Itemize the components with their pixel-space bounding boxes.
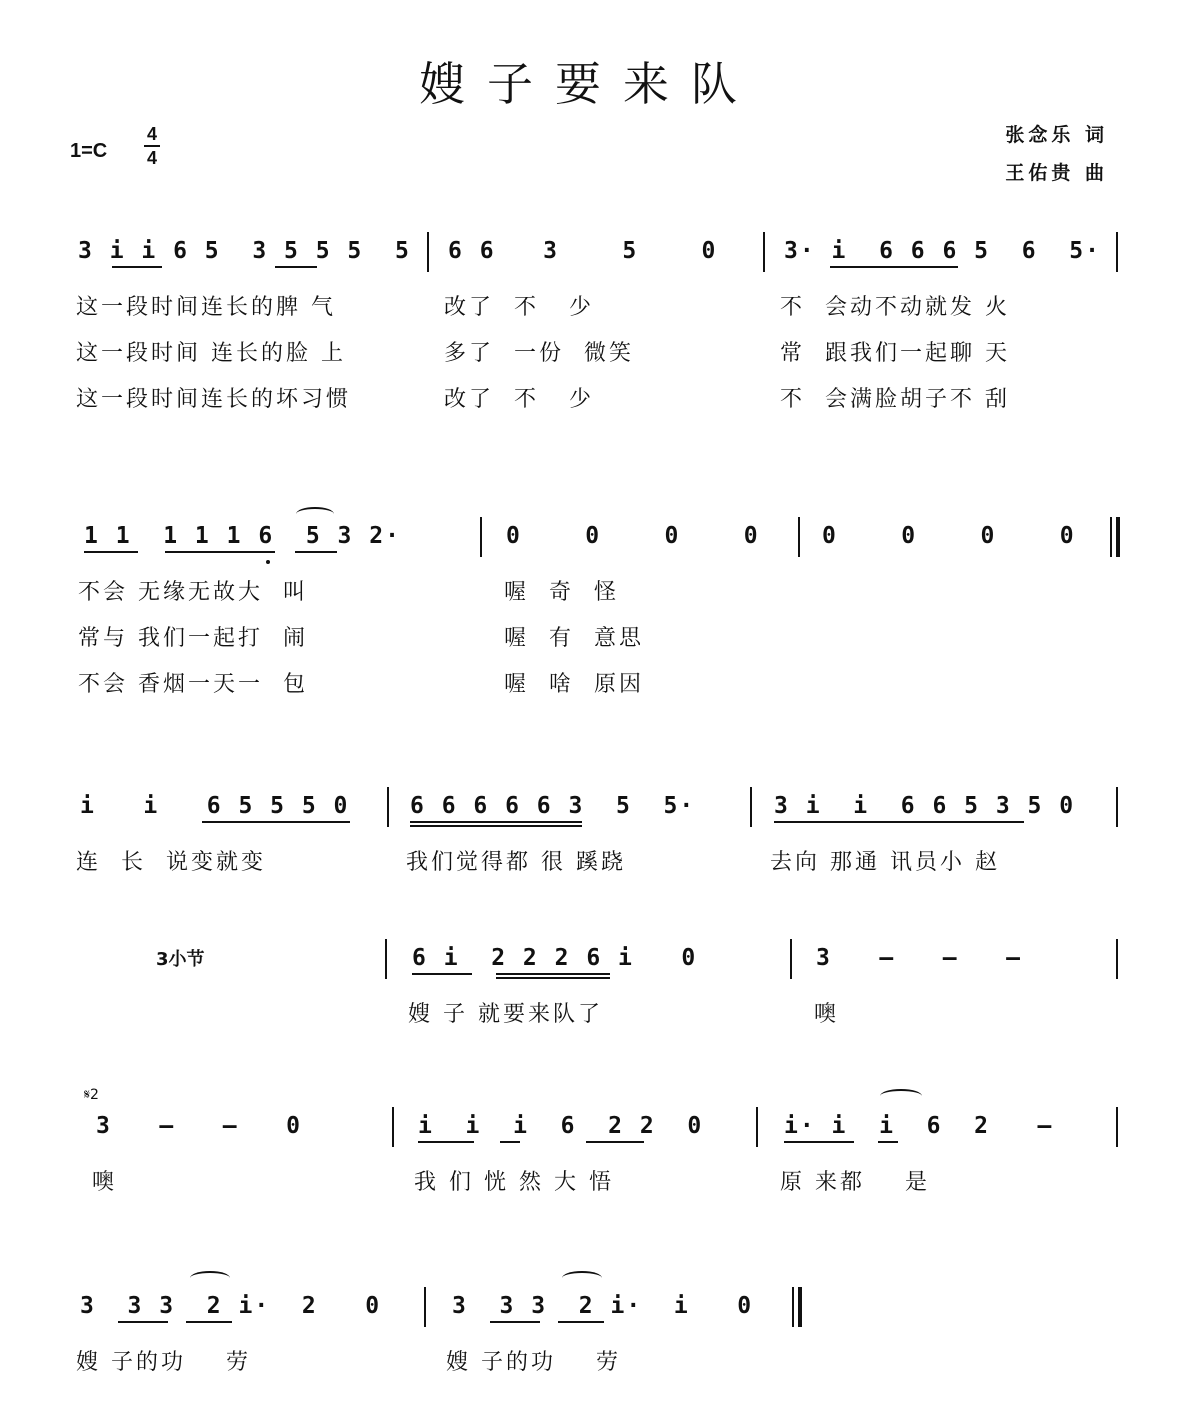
lyric-5-2: 我 们 恍 然 大 悟 bbox=[414, 1170, 614, 1195]
lyric-1-2a: 改了 不 少 bbox=[444, 295, 594, 320]
lyric-4-2: 噢 bbox=[814, 1002, 840, 1027]
measure-5-2: i i i 6 2 2 0 bbox=[418, 1113, 704, 1139]
composer-credit: 王佑贵 曲 bbox=[1005, 162, 1108, 184]
lyric-2-2b: 喔 有 意思 bbox=[504, 626, 644, 651]
lyric-5-1: 噢 bbox=[92, 1170, 118, 1195]
lyric-1-1a: 这一段时间连长的脾 气 bbox=[76, 295, 336, 320]
lyric-4-1: 嫂 子 就要来队了 bbox=[408, 1002, 603, 1027]
segno-sign: 𝄋2 bbox=[84, 1087, 99, 1103]
lyric-3-3: 去向 那通 讯员小 赵 bbox=[770, 850, 1000, 875]
lyric-1-1b-v2: 这一段时间 连长的脸 上 bbox=[76, 341, 346, 366]
measure-5-3: i· i i 6 2 – bbox=[784, 1113, 1054, 1139]
meter-top: 4 bbox=[146, 124, 157, 144]
lyric-2-1a: 不会 无缘无故大 叫 bbox=[78, 580, 308, 605]
measure-3-1: i i 6 5 5 5 0 bbox=[80, 793, 350, 819]
measure-1-1: 3 i i 6 5 3 5 5 5 5 bbox=[78, 238, 411, 264]
key-signature: 1=C bbox=[70, 140, 108, 162]
lyric-2-2a: 喔 奇 怪 bbox=[504, 580, 619, 605]
lyric-1-3a: 不 会动不动就发 火 bbox=[780, 295, 1010, 320]
measure-6-1: 3 3 3 2 i· 2 0 bbox=[80, 1293, 382, 1319]
meter-bottom: 4 bbox=[146, 148, 157, 168]
measure-4-1: 6 i 2 2 2 6 i 0 bbox=[412, 945, 698, 971]
lyric-3-2: 我们觉得都 很 蹊跷 bbox=[406, 850, 626, 875]
lyric-6-1: 嫂 子的功 劳 bbox=[76, 1350, 251, 1375]
lyric-1-2b: 多了 一份 微笑 bbox=[444, 341, 634, 366]
measure-4-2: 3 – – – bbox=[816, 945, 1023, 971]
measure-3-2: 6 6 6 6 6 3 5 5· bbox=[410, 793, 696, 819]
measure-1-2: 6 6 3 5 0 bbox=[448, 238, 718, 264]
time-signature bbox=[144, 124, 160, 168]
lyric-1-2c: 改了 不 少 bbox=[444, 387, 594, 412]
song-title: 嫂子要来队 bbox=[419, 57, 759, 111]
measure-6-2: 3 3 3 2 i· i 0 bbox=[452, 1293, 754, 1319]
measure-2-1: 1 1 1 1 1 6 5 3 2· bbox=[84, 523, 401, 549]
lyric-1-3c: 不 会满脸胡子不 刮 bbox=[780, 387, 1010, 412]
lyric-6-2: 嫂 子的功 劳 bbox=[446, 1350, 621, 1375]
measure-2-3: 0 0 0 0 bbox=[822, 523, 1076, 549]
lyricist-credit: 张念乐 词 bbox=[1005, 124, 1108, 146]
lyric-1-1c: 这一段时间连长的坏习惯 bbox=[76, 387, 352, 412]
lyric-5-3: 原 来都 是 bbox=[780, 1170, 930, 1195]
lyric-3-1: 连 长 说变就变 bbox=[76, 850, 266, 875]
measure-3-3: 3 i i 6 6 5 3 5 0 bbox=[774, 793, 1076, 819]
lyric-2-1c: 不会 香烟一天一 包 bbox=[78, 672, 308, 697]
lyric-2-2c: 喔 啥 原因 bbox=[504, 672, 644, 697]
bar-count-note: 3小节 bbox=[156, 949, 205, 970]
measure-1-3: 3· i 6 6 6 5 6 5· bbox=[784, 238, 1101, 264]
measure-5-1: 3 – – 0 bbox=[96, 1113, 303, 1139]
measure-2-2: 0 0 0 0 bbox=[506, 523, 760, 549]
lyric-1-3b: 常 跟我们一起聊 天 bbox=[780, 341, 1010, 366]
lyric-2-1b: 常与 我们一起打 闹 bbox=[78, 626, 308, 651]
